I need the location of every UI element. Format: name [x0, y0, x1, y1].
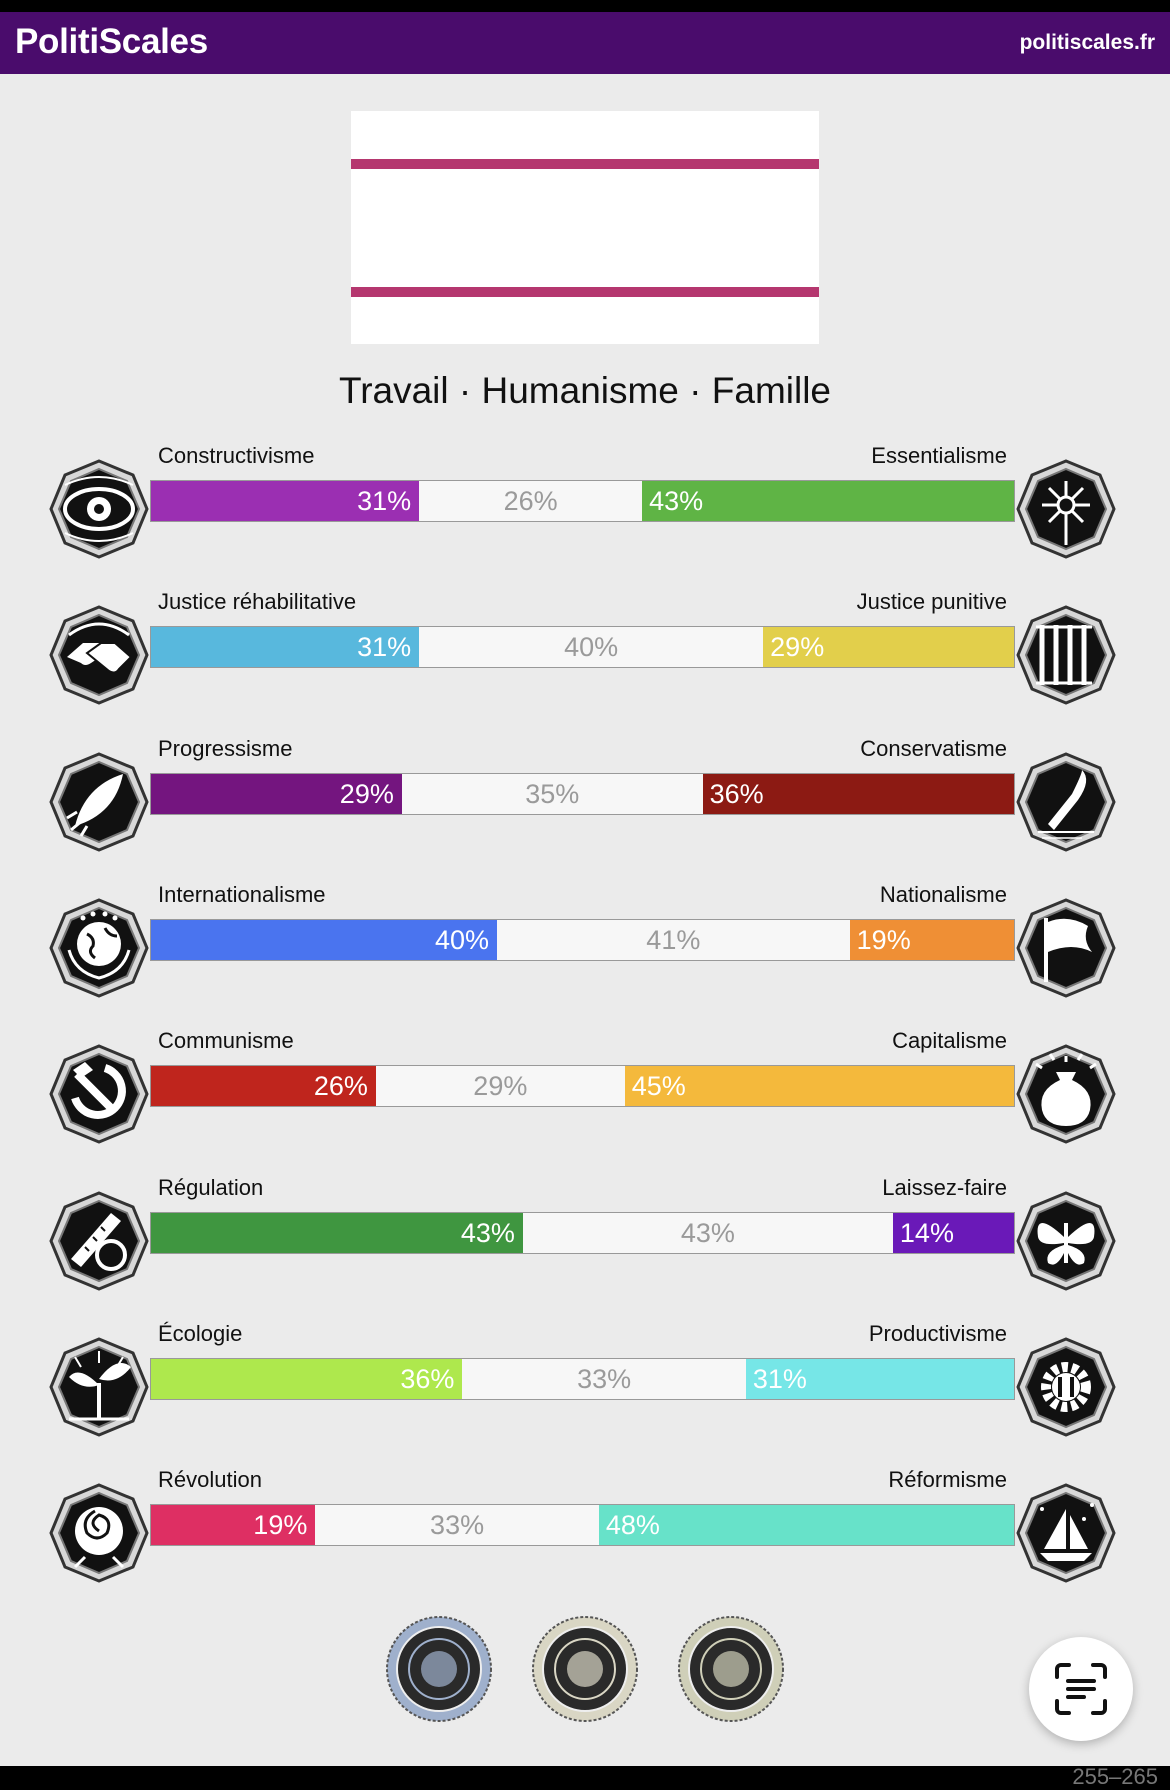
rocket-icon[interactable]	[45, 748, 153, 856]
axis-neutral-segment: 43%	[680, 1218, 735, 1248]
page-range: 255–265	[1072, 1764, 1158, 1789]
flag-stripe-top	[351, 159, 819, 169]
axis-bar	[150, 626, 1015, 668]
axis-right-label: Réformisme	[888, 1467, 1007, 1492]
axis-right-segment: 45%	[625, 1066, 1014, 1106]
axis-right-segment: 43%	[642, 481, 1014, 521]
axis-right-label: Nationalisme	[879, 882, 1007, 907]
axis-neutral-segment: 33%	[577, 1364, 632, 1394]
axis-right-label: Essentialisme	[871, 443, 1007, 468]
axis-right-label: Conservatisme	[860, 736, 1007, 761]
axis-neutral-segment: 33%	[430, 1510, 485, 1540]
seals-row	[0, 1615, 1170, 1725]
axis-bar	[150, 1065, 1015, 1107]
globe-icon[interactable]	[45, 894, 153, 1002]
text-scan-button[interactable]	[1029, 1637, 1133, 1741]
text-scan-icon	[1053, 1661, 1109, 1717]
axis-neutral-segment: 29%	[473, 1071, 528, 1101]
axis-right-label: Capitalisme	[892, 1028, 1007, 1053]
butterfly-icon[interactable]	[1012, 1187, 1120, 1295]
crown-seal-icon[interactable]	[677, 1615, 785, 1723]
sailboat-icon[interactable]	[1012, 1479, 1120, 1587]
axis-row	[45, 882, 1120, 992]
slogan: Travail · Humanisme · Famille	[338, 370, 832, 411]
compass-seal-icon[interactable]	[531, 1615, 639, 1723]
axis-bar	[150, 919, 1015, 961]
money-bag-icon[interactable]	[1012, 1040, 1120, 1148]
axis-bar	[150, 773, 1015, 815]
axis-left-segment: 19%	[151, 1505, 315, 1545]
app-title[interactable]: PolitiScales	[15, 22, 208, 61]
quill-icon[interactable]	[1012, 748, 1120, 856]
axis-bar	[150, 1504, 1015, 1546]
axis-row	[45, 1028, 1120, 1138]
axis-bar	[150, 1212, 1015, 1254]
axis-left-label: Progressisme	[158, 736, 293, 761]
axis-row	[45, 1175, 1120, 1285]
ruler-icon[interactable]	[45, 1187, 153, 1295]
eye-icon[interactable]	[45, 455, 153, 563]
rose-icon[interactable]	[45, 1479, 153, 1587]
axis-bar	[150, 1358, 1015, 1400]
axis-left-segment: 40%	[151, 920, 497, 960]
axis-row	[45, 736, 1120, 846]
axis-neutral-segment: 40%	[564, 632, 619, 662]
axis-left-label: Régulation	[158, 1175, 264, 1200]
axis-left-label: Justice réhabilitative	[158, 589, 357, 614]
flag-stripe-bottom	[351, 287, 819, 297]
axis-left-segment: 43%	[151, 1213, 523, 1253]
hammer-sickle-icon[interactable]	[45, 1040, 153, 1148]
axis-left-segment: 31%	[151, 627, 419, 667]
axis-left-segment: 31%	[151, 481, 419, 521]
axis-left-segment: 36%	[151, 1359, 462, 1399]
axis-right-label: Laissez-faire	[882, 1175, 1007, 1200]
axis-neutral-segment: 41%	[646, 925, 701, 955]
axis-left-segment: 26%	[151, 1066, 376, 1106]
axis-right-label: Justice punitive	[856, 589, 1007, 614]
axis-left-label: Constructivisme	[158, 443, 315, 468]
dna-flower-icon[interactable]	[1012, 455, 1120, 563]
app-screen	[0, 12, 1170, 1789]
axis-left-segment: 29%	[151, 774, 402, 814]
axis-row	[45, 1321, 1120, 1431]
sprout-icon[interactable]	[45, 1333, 153, 1441]
brain-seal-icon[interactable]	[385, 1615, 493, 1723]
axis-row	[45, 589, 1120, 699]
axis-right-segment: 19%	[850, 920, 1014, 960]
gear-icon[interactable]	[1012, 1333, 1120, 1441]
axis-right-segment: 14%	[893, 1213, 1014, 1253]
handshake-icon[interactable]	[45, 601, 153, 709]
axis-bar	[150, 480, 1015, 522]
flag-icon[interactable]	[1012, 894, 1120, 1002]
axis-row	[45, 443, 1120, 553]
axis-left-label: Écologie	[158, 1321, 243, 1346]
result-flag	[351, 111, 819, 344]
site-link[interactable]: politiscales.fr	[1019, 31, 1155, 54]
axis-neutral-segment: 35%	[525, 779, 580, 809]
axis-right-segment: 29%	[763, 627, 1014, 667]
axis-row	[45, 1467, 1120, 1577]
app-header	[0, 12, 1170, 74]
axis-left-label: Révolution	[158, 1467, 262, 1492]
axis-right-segment: 36%	[703, 774, 1014, 814]
axis-right-label: Productivisme	[868, 1321, 1007, 1346]
prison-bars-icon[interactable]	[1012, 601, 1120, 709]
axis-right-segment: 31%	[746, 1359, 1014, 1399]
axis-left-label: Internationalisme	[158, 882, 326, 907]
axis-left-label: Communisme	[158, 1028, 294, 1053]
axis-right-segment: 48%	[599, 1505, 1014, 1545]
axis-neutral-segment: 26%	[503, 486, 558, 516]
